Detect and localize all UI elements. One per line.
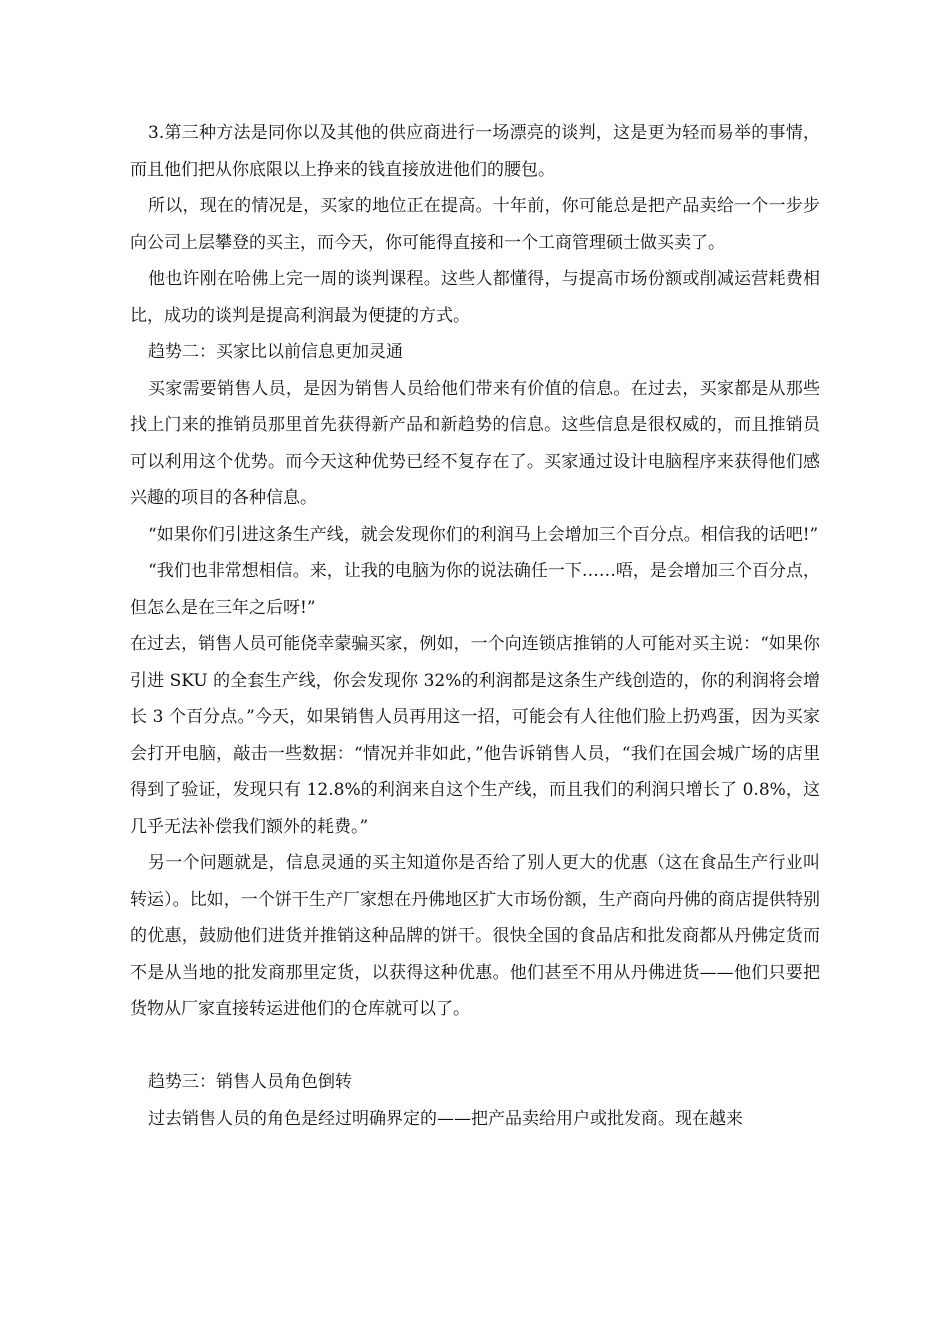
- heading-trend-two: 趋势二：买家比以前信息更加灵通: [148, 342, 403, 362]
- paragraph-diverting: 另一个问题就是，信息灵通的买主知道你是否给了别人更大的优惠（这在食品生产行业叫转运）。比如，一个饼干生产厂家想在丹佛地区扩大市场份额，生产商向丹佛的商店提供特别的优惠，鼓励他们进货并推销这种品牌的饼干。很快全国的食品店和批发商都从丹佛定货而不是从当地的批发商那里定货，以获得这种优惠。他们甚至不用从丹佛进货——他们只要把货物从厂家直接转运进他们的仓库就可以了。: [130, 853, 820, 1019]
- paragraph-quote-seller: “如果你们引进这条生产线，就会发现你们的利润马上会增加三个百分点。相信我的话吧!”: [148, 524, 819, 545]
- paragraph-sales-role: 过去销售人员的角色是经过明确界定的——把产品卖给用户或批发商。现在越来: [148, 1108, 743, 1129]
- paragraph-quote-buyer: “我们也非常想相信。来，让我的电脑为你的说法确任一下……唔，是会增加三个百分点，但怎么是在三年之后呀!”: [130, 561, 820, 618]
- document-body: [130, 115, 820, 1137]
- heading-trend-three: 趋势三：销售人员角色倒转: [148, 1072, 352, 1092]
- paragraph-harvard-course: 他也许刚在哈佛上完一周的谈判课程。这些人都懂得，与提高市场份额或削减运营耗费相比，成功的谈判是提高利润最为便捷的方式。: [130, 269, 820, 326]
- paragraph-sku-example: 在过去，销售人员可能侥幸蒙骗买家，例如，一个向连锁店推销的人可能对买主说：“如果你引进 SKU 的全套生产线，你会发现你 32%的利润都是这条生产线创造的，你的利润将会增长 3 个百分点。”今天，如果销售人员再用这一招，可能会有人往他们脸上扔鸡蛋，因为买家会打开电脑，敲击一些数据：“情况并非如此，”他告诉销售人员，“我们在国会城广场的店里得到了验证，发现只有 12.8%的利润来自这个生产线，而且我们的利润只增长了 0.8%，这几乎无法补偿我们额外的耗费。”: [130, 634, 820, 837]
- paragraph-buyer-status: 所以，现在的情况是，买家的地位正在提高。十年前，你可能总是把产品卖给一个一步步向公司上层攀登的买主，而今天，你可能得直接和一个工商管理硕士做买卖了。: [130, 196, 820, 253]
- paragraph-buyer-information: 买家需要销售人员，是因为销售人员给他们带来有价值的信息。在过去，买家都是从那些找上门来的推销员那里首先获得新产品和新趋势的信息。这些信息是很权威的，而且推销员可以利用这个优势。而今天这种优势已经不复存在了。买家通过设计电脑程序来获得他们感兴趣的项目的各种信息。: [130, 378, 820, 508]
- paragraph-method-three: 3.第三种方法是同你以及其他的供应商进行一场漂亮的谈判，这是更为轻而易举的事情，而且他们把从你底限以上挣来的钱直接放进他们的腰包。: [130, 123, 820, 180]
